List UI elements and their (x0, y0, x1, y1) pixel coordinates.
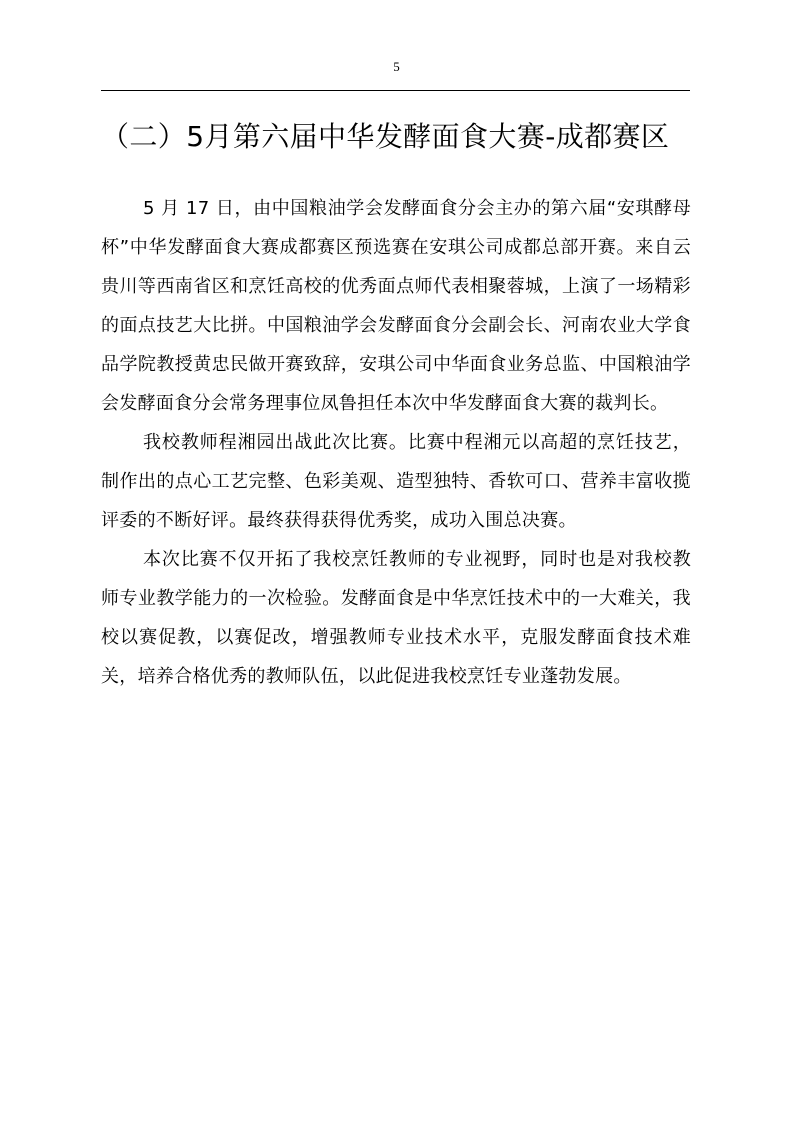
paragraph-significance: 本次比赛不仅开拓了我校烹饪教师的专业视野，同时也是对我校教师专业教学能力的一次检验。发酵面食是中华烹饪技术中的一大难关，我校以赛促教，以赛促改，增强教师专业技术水平，克服发酵面食技术难关，培养合格优秀的教师队伍，以此促进我校烹饪专业蓬勃发展。 (101, 549, 691, 687)
paragraph-teacher-performance: 我校教师程湘园出战此次比赛。比赛中程湘元以高超的烹饪技艺，制作出的点心工艺完整、色彩美观、造型独特、香软可口、营养丰富收揽评委的不断好评。最终获得获得优秀奖，成功入围总决赛。 (101, 432, 691, 531)
paragraph-competition-intro: 5 月 17 日，由中国粮油学会发酵面食分会主办的第六届“安琪酵母杯”中华发酵面食大赛成都赛区预选赛在安琪公司成都总部开赛。来自云贵川等西南省区和烹饪高校的优秀面点师代表相聚蓉城，上演了一场精彩的面点技艺大比拼。中国粮油学会发酵面食分会副会长、河南农业大学食品学院教授黄忠民做开赛致辞，安琪公司中华面食业务总监、中国粮油学会发酵面食分会常务理事位凤鲁担任本次中华发酵面食大赛的裁判长。 (101, 198, 691, 414)
article-body (101, 189, 691, 696)
page-number: 5 (393, 59, 400, 74)
section-title: （二）5月第六届中华发酵面食大赛-成都赛区 (101, 120, 670, 153)
header-divider (101, 90, 690, 91)
